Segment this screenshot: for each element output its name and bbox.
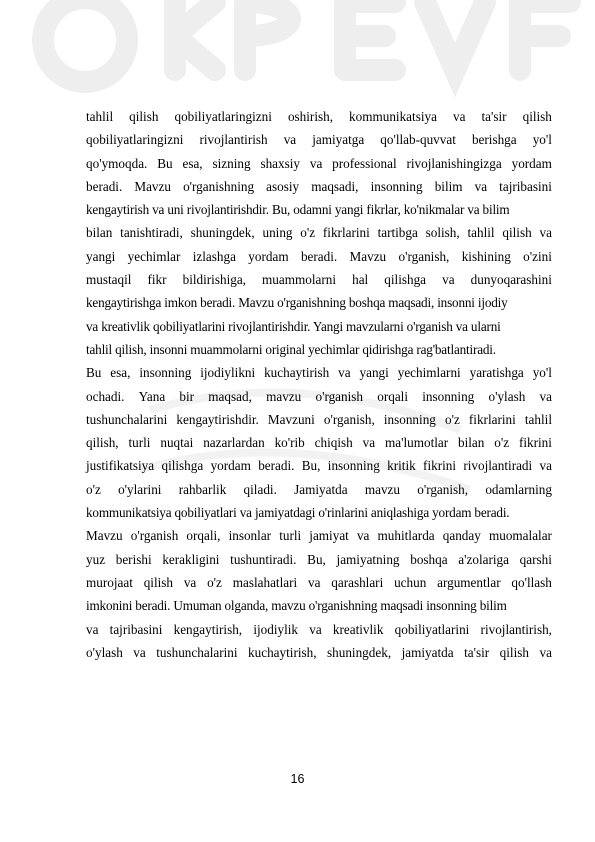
word: yangi bbox=[359, 365, 389, 381]
text-line bbox=[86, 408, 552, 431]
word: shuningdek, bbox=[190, 225, 255, 241]
word: o'rganishning bbox=[183, 178, 255, 194]
word: insonning bbox=[383, 411, 436, 427]
word: tushunchalarini bbox=[86, 411, 168, 427]
word: fikr bbox=[147, 272, 167, 288]
word: kritik bbox=[387, 458, 416, 474]
text-line: va kreativlik qobiliyatlarini rivojlantirishdir. Yangi mavzularni o'rganish va ularni bbox=[86, 318, 501, 334]
word: qo'llab-quvvat bbox=[380, 132, 456, 148]
word: insonning bbox=[370, 178, 423, 194]
word: va bbox=[309, 155, 323, 171]
word: tartibga bbox=[377, 225, 418, 241]
word: kengaytirish, bbox=[173, 621, 243, 637]
word: bir bbox=[179, 388, 195, 404]
word: insonning bbox=[422, 388, 475, 404]
word: yo'l bbox=[532, 365, 552, 381]
word: uning bbox=[262, 225, 293, 241]
word: bilan bbox=[86, 225, 113, 241]
text-line bbox=[86, 454, 552, 477]
word: qilish bbox=[499, 644, 529, 660]
word: fikrlarini bbox=[322, 225, 370, 241]
word: o'zini bbox=[523, 248, 552, 264]
word: qiladi. bbox=[243, 481, 277, 497]
word: tushunchalarini bbox=[156, 644, 238, 660]
word: sizning bbox=[212, 155, 251, 171]
word: yordam bbox=[248, 248, 289, 264]
word: berishi bbox=[115, 551, 152, 567]
word: izlashga bbox=[192, 248, 236, 264]
word: qilish bbox=[143, 574, 173, 590]
word: Yana bbox=[138, 388, 166, 404]
word: qobiliyatlaringizni bbox=[86, 132, 184, 148]
word: ta'sir bbox=[481, 109, 507, 124]
word: shuningdek, bbox=[327, 644, 392, 660]
word: fikrini bbox=[518, 435, 552, 451]
word: nuqtai bbox=[160, 435, 194, 451]
word: professional bbox=[332, 155, 397, 171]
word: o'rganish, bbox=[398, 248, 450, 264]
text-line bbox=[86, 128, 552, 151]
word: esa, bbox=[110, 365, 131, 381]
word: tajribasini bbox=[499, 178, 552, 194]
word: argumentlar bbox=[437, 574, 501, 590]
word: tahlil bbox=[86, 109, 114, 124]
word: turli bbox=[279, 528, 302, 544]
word: kommunikatsiya bbox=[349, 109, 437, 124]
word: bildirishiga, bbox=[182, 272, 246, 288]
word: boshqa bbox=[410, 551, 448, 567]
word: maqsad, bbox=[208, 388, 252, 404]
word: Mavzu bbox=[349, 248, 387, 264]
word: o'z bbox=[207, 574, 222, 590]
word: hal bbox=[352, 272, 369, 288]
word: o'z bbox=[444, 411, 460, 427]
word: qilish bbox=[522, 109, 552, 124]
text-line: kengaytirishga imkon beradi. Mavzu o'rganishning boshqa maqsadi, insonni ijodiy bbox=[86, 295, 508, 311]
word: va bbox=[183, 574, 197, 590]
word: kengaytirishdir. bbox=[176, 411, 259, 427]
word: qobiliyatlarini bbox=[394, 621, 470, 637]
word: fikrini bbox=[423, 458, 457, 474]
text-line: kommunikatsiya qobiliyatlari va jamiyatdagi o'rinlarini aniqlashiga yordam beradi. bbox=[86, 505, 510, 521]
word: ijodiylik bbox=[253, 621, 299, 637]
word: tahlil bbox=[467, 225, 495, 241]
word: yordam bbox=[511, 155, 552, 171]
word: yo'l bbox=[532, 132, 552, 148]
word: muhitlarda bbox=[377, 528, 435, 544]
word: insonning bbox=[327, 458, 380, 474]
word: qilish bbox=[502, 225, 532, 241]
word: ma'lumotlar bbox=[384, 435, 449, 451]
word: tanishtiradi, bbox=[120, 225, 183, 241]
word: Bu bbox=[86, 365, 102, 381]
text-line: kengaytirish va uni rivojlantirishdir. Bu, odamni yangi fikrlar, ko'nikmalar va bilim bbox=[86, 202, 510, 218]
word: qilish bbox=[129, 109, 159, 124]
word: esa, bbox=[182, 155, 203, 171]
word: yangi bbox=[86, 248, 116, 264]
word: uchun bbox=[394, 574, 427, 590]
word: Mavzu bbox=[134, 178, 171, 194]
text-line: imkonini beradi. Umuman olganda, mavzu o'rganishning maqsadi insonning bilim bbox=[86, 598, 507, 614]
word: ta'sir bbox=[464, 644, 490, 660]
word: maqsadi, bbox=[311, 178, 359, 194]
word: yechimlarni bbox=[397, 365, 461, 381]
word: jamiyatning bbox=[336, 551, 400, 567]
text-line bbox=[86, 385, 552, 408]
word: va bbox=[86, 621, 99, 637]
word: va bbox=[452, 109, 466, 124]
word: nazarlardan bbox=[203, 435, 265, 451]
word: kuchaytirish bbox=[264, 365, 330, 381]
word: yuz bbox=[86, 551, 106, 567]
text-line bbox=[86, 268, 552, 291]
text-line bbox=[86, 571, 552, 594]
word: va bbox=[307, 574, 321, 590]
text-line bbox=[86, 431, 552, 454]
word: rivojlantirish bbox=[199, 132, 268, 148]
word: kreativlik bbox=[332, 621, 384, 637]
word: kishining bbox=[461, 248, 511, 264]
word: mustaqil bbox=[86, 272, 132, 288]
word: asosiy bbox=[266, 178, 300, 194]
word: Bu, bbox=[307, 551, 326, 567]
text-line bbox=[86, 524, 552, 547]
word: o'z bbox=[494, 435, 510, 451]
word: beradi. bbox=[258, 458, 295, 474]
word: o'rganish, bbox=[417, 481, 469, 497]
body-text bbox=[86, 105, 552, 664]
word: Bu bbox=[157, 155, 173, 171]
word: muammolarni bbox=[262, 272, 337, 288]
word: yordam bbox=[210, 458, 251, 474]
word: o'z bbox=[86, 481, 101, 497]
word: a'zolariga bbox=[458, 551, 509, 567]
word: o'rganish bbox=[130, 528, 179, 544]
word: yechimlar bbox=[127, 248, 181, 264]
word: insonning bbox=[139, 365, 192, 381]
text-line bbox=[86, 618, 552, 641]
word: va bbox=[442, 272, 455, 288]
word: dunyoqarashini bbox=[470, 272, 552, 288]
word: insonlar bbox=[228, 528, 272, 544]
word: qilishga bbox=[384, 272, 427, 288]
word: murojaat bbox=[86, 574, 133, 590]
text-line bbox=[86, 361, 552, 384]
text-line bbox=[86, 245, 552, 268]
word: ko'rib bbox=[274, 435, 305, 451]
word: o'rganish, bbox=[323, 411, 375, 427]
word: rivojlanishingizga bbox=[406, 155, 502, 171]
word: kerakligini bbox=[162, 551, 220, 567]
word: Mavzuni bbox=[267, 411, 315, 427]
text-line: tahlil qilish, insonni muammolarni original yechimlar qidirishga rag'batlantiradi. bbox=[86, 341, 496, 357]
word: beradi. bbox=[86, 178, 123, 194]
word: jamiyatda bbox=[401, 644, 454, 660]
text-line bbox=[86, 478, 552, 501]
word: qo'llash bbox=[511, 574, 552, 590]
word: maslahatlari bbox=[232, 574, 298, 590]
word: va bbox=[309, 621, 322, 637]
text-line bbox=[86, 641, 552, 664]
word: rivojlantirish, bbox=[480, 621, 552, 637]
text-line bbox=[86, 548, 552, 571]
word: tushuntiradi. bbox=[230, 551, 297, 567]
word: beradi. bbox=[300, 248, 338, 264]
word: qanday bbox=[442, 528, 481, 544]
word: va bbox=[474, 178, 488, 194]
text-line bbox=[86, 105, 552, 128]
word: va bbox=[539, 458, 552, 474]
word: fikrlarini bbox=[468, 411, 516, 427]
word: odamlarning bbox=[485, 481, 552, 497]
word: yaratishga bbox=[469, 365, 524, 381]
word: oshirish, bbox=[287, 109, 333, 124]
word: tahlil bbox=[524, 411, 552, 427]
word: va bbox=[356, 528, 370, 544]
word: mavzu bbox=[364, 481, 400, 497]
word: va bbox=[539, 644, 552, 660]
word: o'ylash bbox=[488, 388, 526, 404]
word: mavzu bbox=[266, 388, 302, 404]
word: o'z bbox=[300, 225, 316, 241]
word: va bbox=[539, 225, 552, 241]
word: chiqish bbox=[314, 435, 353, 451]
word: berishga bbox=[471, 132, 517, 148]
word: qilish, bbox=[86, 435, 119, 451]
word: va bbox=[338, 365, 351, 381]
word: rahbarlik bbox=[178, 481, 227, 497]
word: va bbox=[283, 132, 297, 148]
word: orqali bbox=[377, 388, 409, 404]
word: ochadi. bbox=[86, 388, 125, 404]
word: jamiyat bbox=[309, 528, 349, 544]
word: va bbox=[539, 388, 552, 404]
word: kuchaytirish, bbox=[248, 644, 317, 660]
word: Bu, bbox=[301, 458, 321, 474]
word: bilim bbox=[434, 178, 463, 194]
word: justifikatsiya bbox=[86, 458, 155, 474]
word: turli bbox=[128, 435, 151, 451]
text-line bbox=[86, 221, 552, 244]
word: solish, bbox=[425, 225, 460, 241]
word: qilishga bbox=[161, 458, 204, 474]
word: jamiyatga bbox=[312, 132, 365, 148]
word: Jamiyatda bbox=[294, 481, 348, 497]
word: bilan bbox=[458, 435, 485, 451]
word: o'rganish bbox=[315, 388, 364, 404]
word: orqali, bbox=[186, 528, 221, 544]
word: qarashlari bbox=[331, 574, 384, 590]
word: qo'ymoqda. bbox=[86, 155, 148, 171]
text-line bbox=[86, 175, 552, 198]
word: ijodiylikni bbox=[200, 365, 256, 381]
word: rivojlantiradi bbox=[463, 458, 533, 474]
page-number: 16 bbox=[290, 772, 305, 786]
word: tajribasini bbox=[109, 621, 163, 637]
word: va bbox=[133, 644, 146, 660]
text-line bbox=[86, 152, 552, 175]
word: Mavzu bbox=[86, 528, 123, 544]
word: o'ylash bbox=[86, 644, 123, 660]
word: muomalalar bbox=[488, 528, 552, 544]
word: va bbox=[362, 435, 376, 451]
word: shaxsiy bbox=[260, 155, 300, 171]
word: qobiliyatlaringizni bbox=[174, 109, 272, 124]
word: o'ylarini bbox=[118, 481, 162, 497]
word: qarshi bbox=[519, 551, 552, 567]
